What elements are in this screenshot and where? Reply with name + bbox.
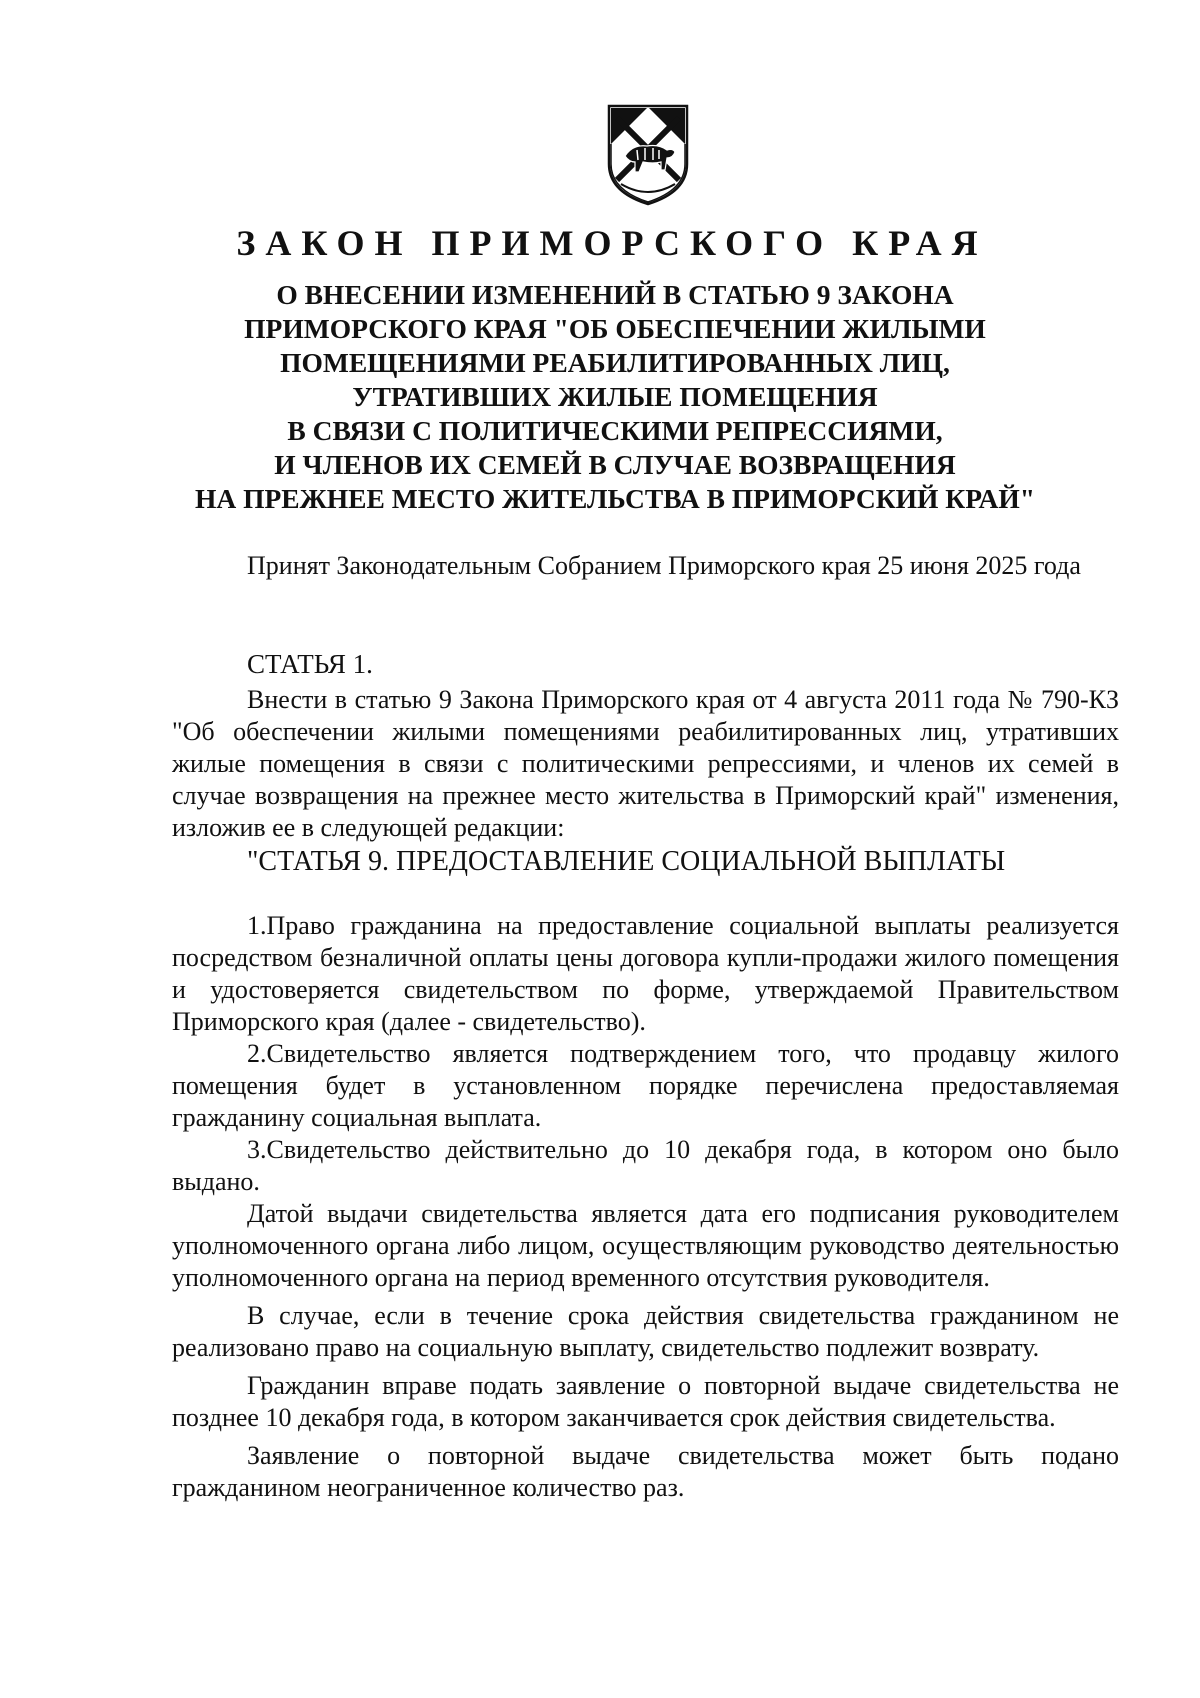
subtitle-line: И ЧЛЕНОВ ИХ СЕМЕЙ В СЛУЧАЕ ВОЗВРАЩЕНИЯ <box>274 449 956 480</box>
article-9-paragraph: Заявление о повторной выдаче свидетельства может быть подано гражданином неограниченное количество раз. <box>172 1441 1119 1502</box>
article-9-paragraph: Датой выдачи свидетельства является дата его подписания руководителем уполномоченного органа либо лицом, осуществляющим руководство деятельностью уполномоченного органа на период временного отсутствия руководителя. <box>172 1199 1119 1292</box>
article-9-paragraph: 1.Право гражданина на предоставление социальной выплаты реализуется посредством безналичной оплаты цены договора купли-продажи жилого помещения и удостоверяется свидетельством по форме, утверждаемой Правительством Приморского края (далее - свидетельство). <box>172 911 1119 1036</box>
article-1-text: Внести в статью 9 Закона Приморского края от 4 августа 2011 года № 790-КЗ "Об обеспечении жилыми помещениями реабилитированных лиц, утративших жилые помещения в связи с политическими репрессиями, и членов их семей в случае возвращения на прежнее место жительства в Приморский край" изменения, изложив ее в следующей редакции: <box>172 685 1119 842</box>
article-9-paragraph: 3.Свидетельство действительно до 10 декабря года, в котором оно было выдано. <box>172 1135 1119 1196</box>
law-title: ЗАКОН ПРИМОРСКОГО КРАЯ <box>236 223 988 263</box>
subtitle-line: НА ПРЕЖНЕЕ МЕСТО ЖИТЕЛЬСТВА В ПРИМОРСКИЙ КРАЙ" <box>194 483 1036 514</box>
subtitle-line: О ВНЕСЕНИИ ИЗМЕНЕНИЙ В СТАТЬЮ 9 ЗАКОНА <box>276 279 954 310</box>
article-9-heading: "СТАТЬЯ 9. ПРЕДОСТАВЛЕНИЕ СОЦИАЛЬНОЙ ВЫПЛАТЫ <box>247 846 1006 877</box>
article-9-paragraph: В случае, если в течение срока действия свидетельства гражданином не реализовано право на социальную выплату, свидетельство подлежит возврату. <box>172 1301 1119 1362</box>
subtitle-line: ПОМЕЩЕНИЯМИ РЕАБИЛИТИРОВАННЫХ ЛИЦ, <box>280 347 950 378</box>
subtitle-line: В СВЯЗИ С ПОЛИТИЧЕСКИМИ РЕПРЕССИЯМИ, <box>287 415 943 446</box>
article-1 <box>172 648 1119 878</box>
article-1-heading: СТАТЬЯ 1. <box>247 649 373 679</box>
adoption-statement: Принят Законодательным Собранием Приморского края 25 июня 2025 года <box>247 551 1081 580</box>
article-9-body <box>172 910 1119 1504</box>
article-9-paragraph: Гражданин вправе подать заявление о повторной выдаче свидетельства не позднее 10 декабря года, в котором заканчивается срок действия свидетельства. <box>172 1371 1119 1432</box>
adoption-block <box>172 550 1119 582</box>
subtitle-line: ПРИМОРСКОГО КРАЯ "ОБ ОБЕСПЕЧЕНИИ ЖИЛЫМИ <box>244 313 986 344</box>
law-subtitle <box>150 278 1080 516</box>
subtitle-line: УТРАТИВШИХ ЖИЛЫЕ ПОМЕЩЕНИЯ <box>352 381 878 412</box>
article-9-paragraph: 2.Свидетельство является подтверждением того, что продавцу жилого помещения будет в установленном порядке перечислена предоставляемая гражданину социальная выплата. <box>172 1039 1119 1132</box>
coat-of-arms-icon <box>607 104 689 206</box>
